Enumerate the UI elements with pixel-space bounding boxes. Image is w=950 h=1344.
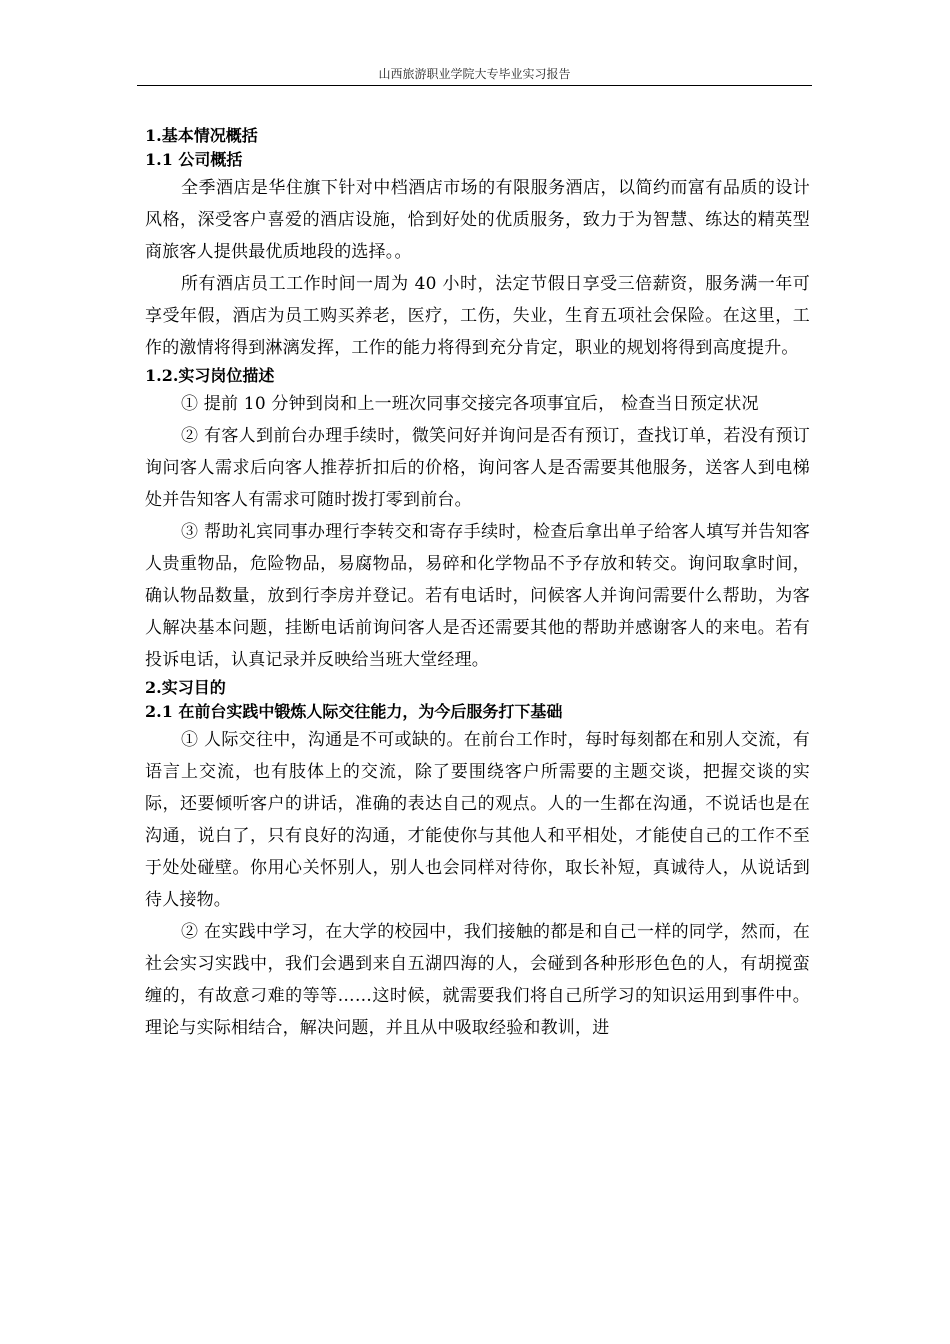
paragraph: ② 有客人到前台办理手续时，微笑问好并询问是否有预订，查找订单，若没有预订询问客人需求后向客人推荐折扣后的价格，询问客人是否需要其他服务，送客人到电梯处并告知客人有需求可随时拨打零到前台。 [145, 426, 810, 510]
paragraph: 全季酒店是华住旗下针对中档酒店市场的有限服务酒店，以简约而富有品质的设计风格，深受客户喜爱的酒店设施，恰到好处的优质服务，致力于为智慧、练达的精英型商旅客人提供最优质地段的选择。。 [145, 178, 810, 262]
paragraph: ① 提前 10 分钟到岗和上一班次同事交接完各项事宜后， 检查当日预定状况 [181, 394, 759, 414]
paragraph: ① 人际交往中，沟通是不可或缺的。在前台工作时，每时每刻都在和别人交流，有语言上交流，也有肢体上的交流，除了要围绕客户所需要的主题交谈，把握交谈的实际，还要倾听客户的讲话，准确的表达自己的观点。人的一生都在沟通，不说话也是在沟通，说白了，只有良好的沟通，才能使你与其他人和平相处，才能使自己的工作不至于处处碰壁。你用心关怀别人，别人也会同样对待你，取长补短，真诚待人，从说话到待人接物。 [145, 730, 810, 910]
section-heading: 1.基本情况概括 [145, 126, 258, 145]
header-rule [137, 85, 812, 86]
paragraph: ② 在实践中学习，在大学的校园中，我们接触的都是和自己一样的同学，然而，在社会实习实践中，我们会遇到来自五湖四海的人，会碰到各种形形色色的人，有胡搅蛮缠的，有故意刁难的等等……这时候，就需要我们将自己所学习的知识运用到事件中。理论与实际相结合，解决问题，并且从中吸取经验和教训，进 [145, 922, 810, 1038]
document-body [145, 124, 810, 1044]
section-heading: 2.实习目的 [145, 678, 226, 697]
page-header: 山西旅游职业学院大专毕业实习报告 [378, 67, 571, 81]
section-heading: 2.1 在前台实践中锻炼人际交往能力，为今后服务打下基础 [145, 702, 563, 721]
section-heading: 1.2.实习岗位描述 [145, 366, 275, 385]
section-heading: 1.1 公司概括 [145, 150, 243, 169]
paragraph: ③ 帮助礼宾同事办理行李转交和寄存手续时，检查后拿出单子给客人填写并告知客人贵重物品，危险物品，易腐物品，易碎和化学物品不予存放和转交。询问取拿时间，确认物品数量，放到行李房并登记。若有电话时，问候客人并询问需要什么帮助，为客人解决基本问题，挂断电话前询问客人是否还需要其他的帮助并感谢客人的来电。若有投诉电话，认真记录并反映给当班大堂经理。 [145, 522, 810, 670]
paragraph: 所有酒店员工工作时间一周为 40 小时，法定节假日享受三倍薪资，服务满一年可享受年假，酒店为员工购买养老，医疗，工伤，失业，生育五项社会保险。在这里，工作的激情将得到淋漓发挥，工作的能力将得到充分肯定，职业的规划将得到高度提升。 [145, 274, 810, 358]
